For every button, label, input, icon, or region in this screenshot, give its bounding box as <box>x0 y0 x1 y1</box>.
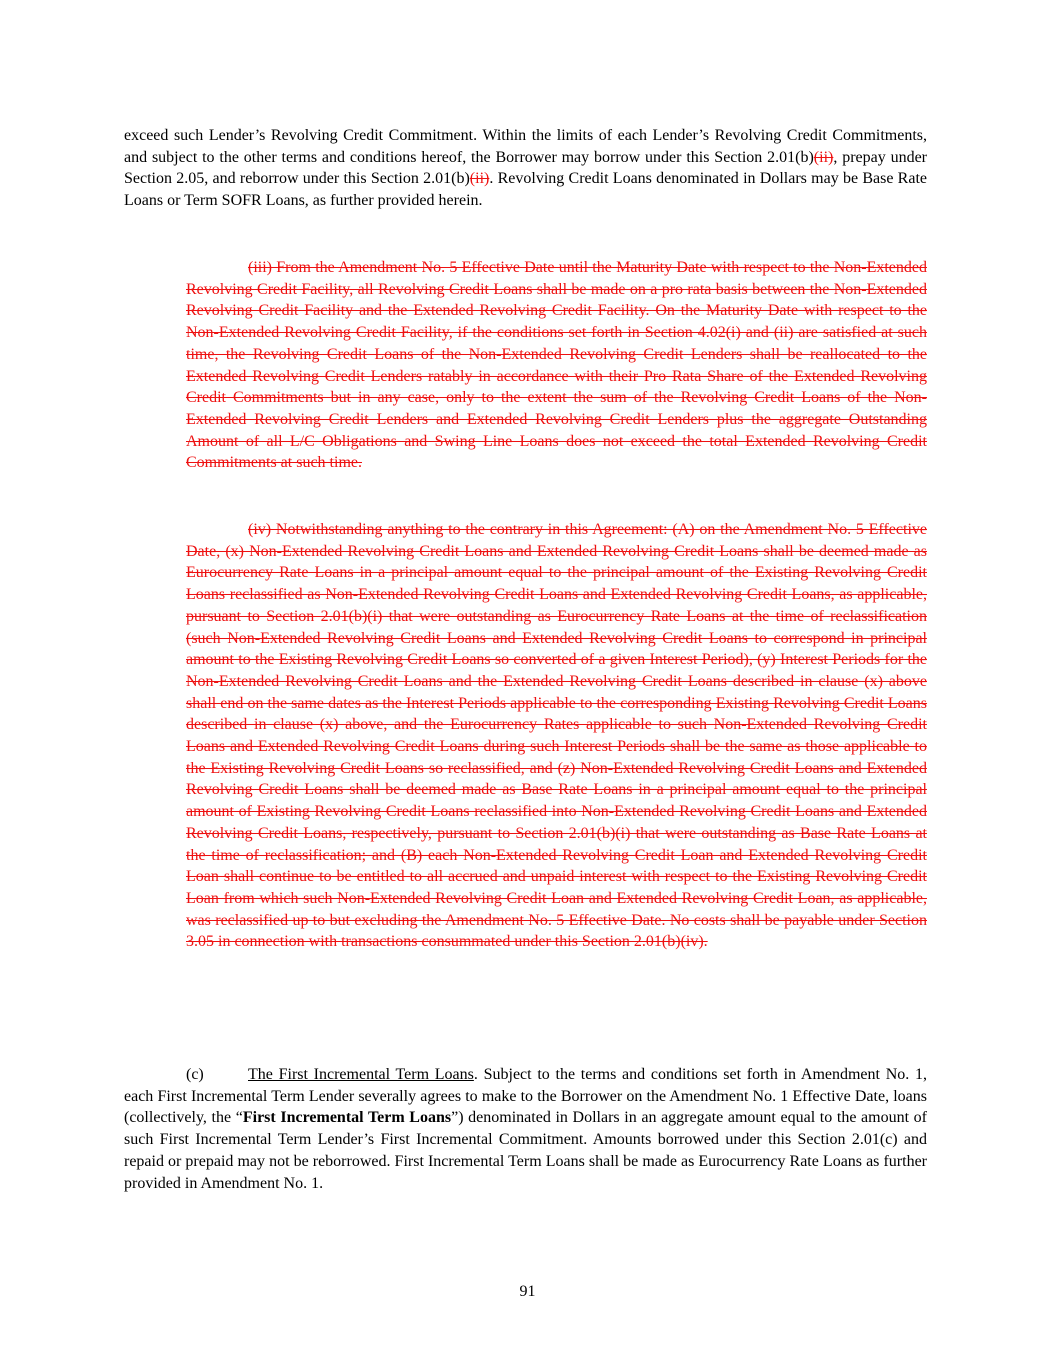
p1-text-3: . Revolving Credit Loans denominated in Dollars may be Base Rate Loans or Term SOFR Loans, as further provided herein. <box>124 170 928 210</box>
deleted-paragraph-iv: (iv) Notwithstanding anything to the contrary in this Agreement: (A) on the Amendment No. 5 Effective Date, (x) Non-Extended Revolving Credit Loans and Extended Revolving Credit Loans shall be deemed made as Eurocurrency Rate Loans in a principal amount equal to the principal amount of the Existing Revolving Credit Loans reclassified as Non-Extended Revolving Credit Loans and Extended Revolving Credit Loans, as applicable, pursuant to Section 2.01(b)(i) that were outstanding as Eurocurrency Rate Loans at the time of reclassification (such Non-Extended Revolving Credit Loans and Extended Revolving Credit Loans to correspond in principal amount to the Existing Revolving Credit Loans so converted of a given Interest Period), (y) Interest Periods for the Non-Extended Revolving Credit Loans and the Extended Revolving Credit Loans described in clause (x) above shall end on the same dates as the Interest Periods applicable to the corresponding Existing Revolving Credit Loans described in clause (x) above, and the Eurocurrency Rates applicable to such Non-Extended Revolving Credit Loans and Extended Revolving Credit Loans during such Interest Periods shall be the same as those applicable to the Existing Revolving Credit Loans so reclassified, and (z) Non-Extended Revolving Credit Loans and Extended Revolving Credit Loans shall be deemed made as Base Rate Loans in a principal amount equal to the principal amount of Existing Revolving Credit Loans reclassified into Non-Extended Revolving Credit Loans and Extended Revolving Credit Loans, respectively, pursuant to Section 2.01(b)(i) that were outstanding as Base Rate Loans at the time of reclassification; and (B) each Non-Extended Revolving Credit Loan and Extended Revolving Credit Loan shall continue to be entitled to all accrued and unpaid interest with respect to the Existing Revolving Credit Loan from which such Non-Extended Revolving Credit Loan and Extended Revolving Credit Loan, as applicable, was reclassified up to but excluding the Amendment No. 5 Effective Date. No costs shall be payable under Section 3.05 in connection with transactions consummated under this Section 2.01(b)(iv). <box>186 521 927 951</box>
deleted-clause-ref-1: (ii) <box>813 148 834 166</box>
page-number: 91 <box>519 1283 536 1300</box>
p1-text-2: , prepay under Section 2.05, and reborrow under this Section 2.01(b) <box>124 148 927 188</box>
section-label: (c) <box>186 1066 204 1083</box>
defined-term: First Incremental Term Loans <box>242 1109 452 1127</box>
paragraph-first-incremental-term-loans <box>124 1064 927 1194</box>
p4-text-1: . Subject to the terms and conditions set forth in Amendment No. 1, each First Incremental Term Lender severally agrees to make to the Borrower on the Amendment No. 1 Effective Date, loans (collectively, the “ <box>124 1066 927 1127</box>
deleted-paragraph-iii: (iii) From the Amendment No. 5 Effective Date until the Maturity Date with respect to the Non-Extended Revolving Credit Facility, all Revolving Credit Loans shall be made on a pro rata basis between the Non-Extended Revolving Credit Facility and the Extended Revolving Credit Facility. On the Maturity Date with respect to the Non-Extended Revolving Credit Facility, if the conditions set forth in Section 4.02(i) and (ii) are satisfied at such time, the Revolving Credit Loans of the Non-Extended Revolving Credit Lenders shall be reallocated to the Extended Revolving Credit Lenders ratably in accordance with their Pro Rata Share of the Extended Revolving Credit Commitments but in any case, only to the extent the sum of the Revolving Credit Loans of the Non-Extended Revolving Credit Lenders and Extended Revolving Credit Lenders plus the aggregate Outstanding Amount of all L/C Obligations and Swing Line Loans does not exceed the total Extended Revolving Credit Commitments at such time. <box>186 259 927 472</box>
section-heading: The First Incremental Term Loans <box>248 1066 474 1083</box>
p1-text-1: exceed such Lender’s Revolving Credit Commitment. Within the limits of each Lender’s Revolving Credit Commitments, and subject to the other terms and conditions hereof, the Borrower may borrow under this Section 2.01(b) <box>124 127 927 166</box>
paragraph-revolving-credit-continuation <box>124 125 927 212</box>
p4-text-2: ”) denominated in Dollars in an aggregate amount equal to the amount of such First Incremental Term Lender’s First Incremental Commitment. Amounts borrowed under this Section 2.01(c) and repaid or prepaid may not be reborrowed. First Incremental Term Loans shall be made as Eurocurrency Rate Loans as further provided in Amendment No. 1. <box>124 1109 928 1192</box>
deleted-clause-ref-2: (ii) <box>469 170 490 188</box>
